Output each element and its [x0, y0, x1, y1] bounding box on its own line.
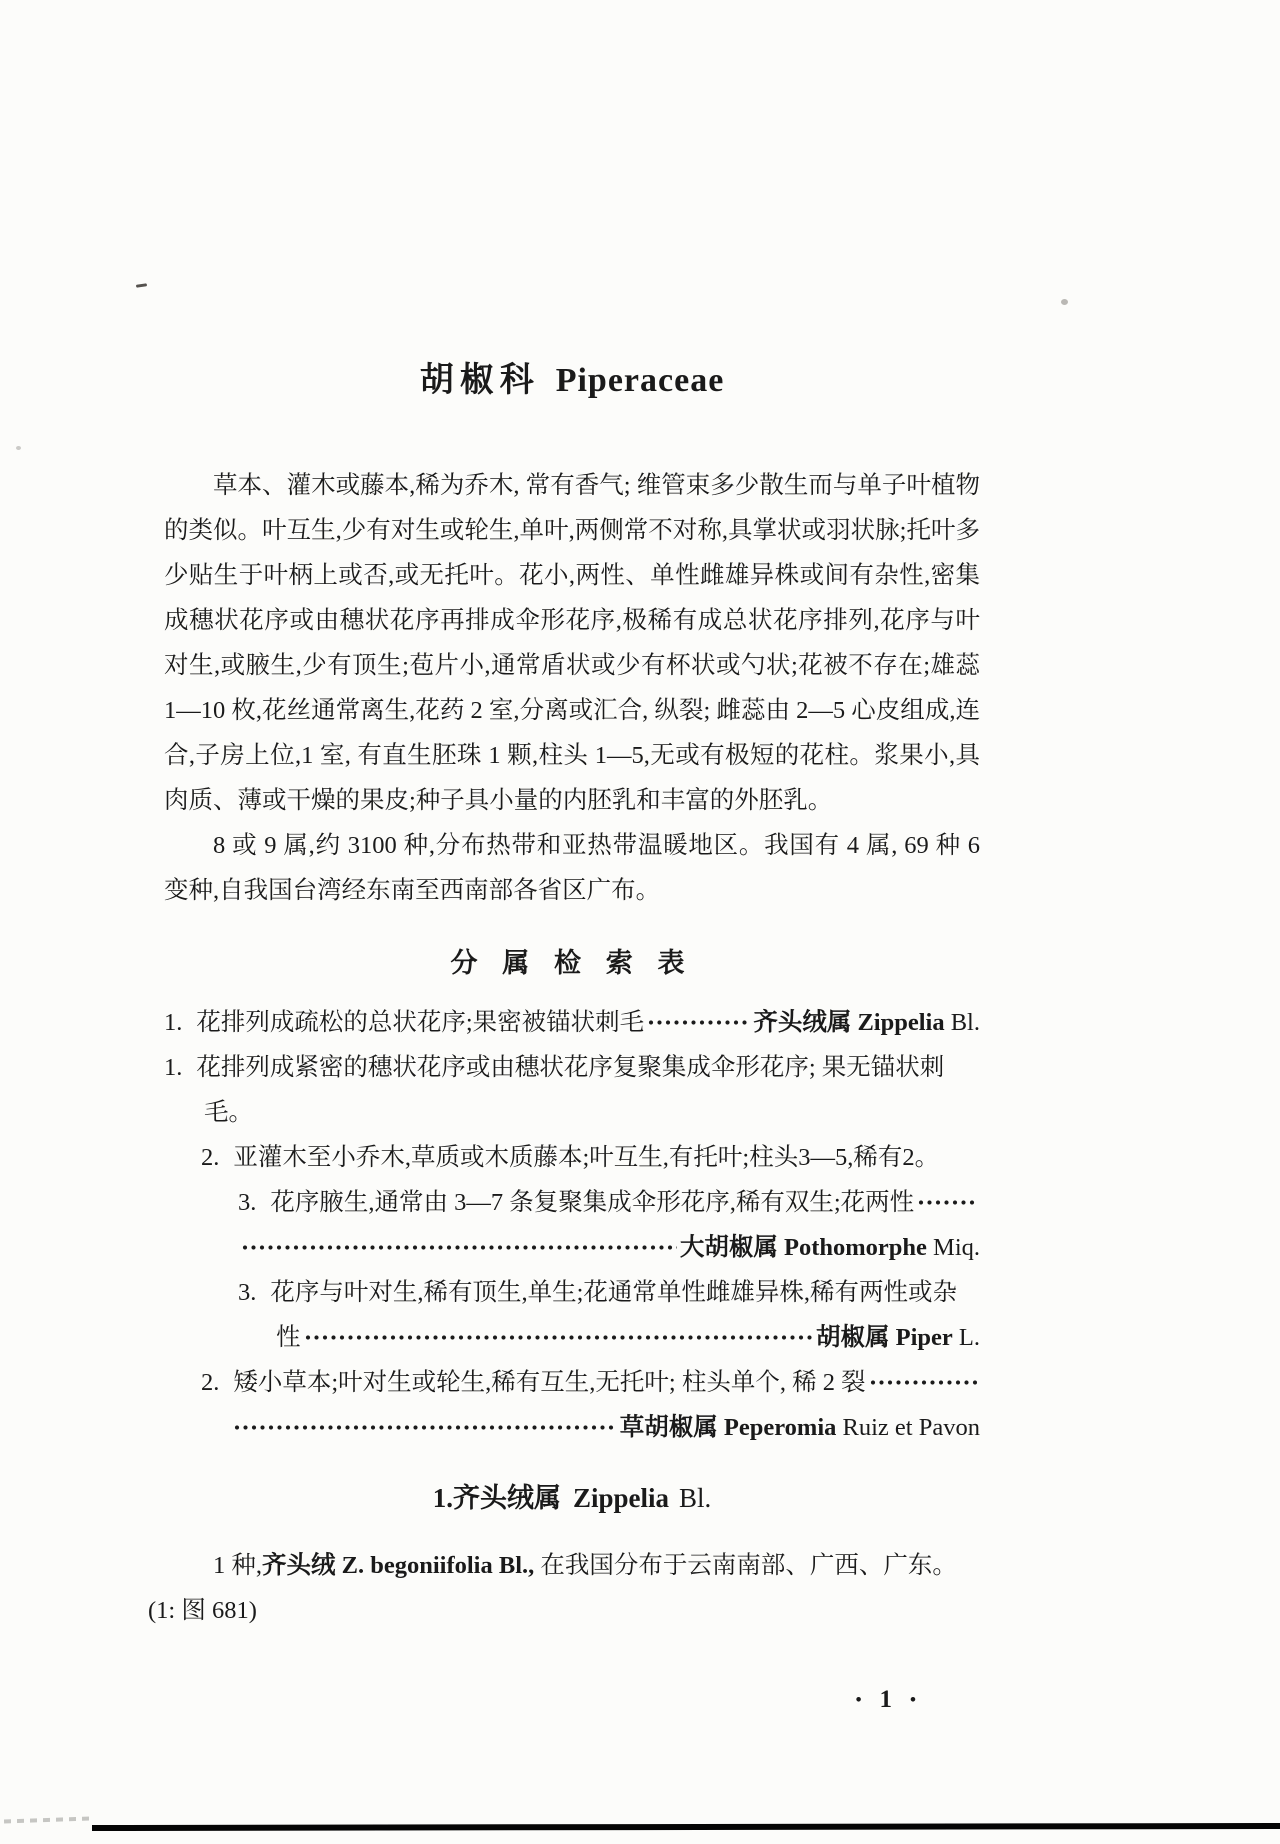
figure-reference: (1: 图 681): [148, 1597, 257, 1624]
genus-section-heading: [164, 1476, 980, 1515]
key-entry-text: 亚灌木至小乔木,草质或木质藤本;叶互生,有托叶;柱头3—5,稀有2。: [233, 1144, 940, 1171]
text-block: [148, 352, 980, 1633]
family-description-paragraph: 草本、灌木或藤本,稀为乔木, 常有香气; 维管束多少散生而与单子叶植物的类似。叶互生,少有对生或轮生,单叶,两侧常不对称,具掌状或羽状脉;托叶多少贴生于叶柄上或否,或无托叶。花小,两性、单性雌雄异株或间有杂性,密集成穗状花序或由穗状花序再排成伞形花序,极稀有成总状花序排列,花序与叶对生,或腋生,少有顶生;苞片小,通常盾状或少有杯状或勺状;花被不存在;雄蕊 1—10 枚,花丝通常离生,花药 2 室,分离或汇合, 纵裂; 雌蕊由 2—5 心皮组成,连合,子房上位,1 室, 有直生胚珠 1 颗,柱头 1—5,无或有极短的花柱。浆果小,具肉质、薄或干燥的果皮;种子具小量的内胚乳和丰富的外胚乳。: [164, 472, 980, 814]
key-entry-number: 2.: [201, 1144, 220, 1171]
key-entry-continuation: [164, 1315, 980, 1360]
genus-heading-chinese: 1.齐头绒属: [432, 1483, 561, 1513]
dot-leader: [917, 1180, 977, 1225]
family-name-latin: Piperaceae: [555, 362, 725, 399]
page-title: [164, 352, 980, 401]
dot-leader: [233, 1405, 617, 1450]
key-entry-number: 1.: [164, 1009, 183, 1036]
genus-name-chinese: 齐头绒属: [753, 1009, 858, 1036]
key-entry: [164, 1000, 980, 1045]
genus-name-latin: Peperomia: [723, 1414, 837, 1441]
dot-leader: [869, 1360, 977, 1405]
key-entry-number: 3.: [238, 1279, 257, 1306]
genus-name-chinese: 胡椒属: [816, 1324, 896, 1351]
genus-key-heading: 分 属 检 索 表: [450, 948, 694, 978]
species-name-latin: Z. begoniifolia Bl.,: [341, 1552, 535, 1579]
genus-author: L.: [952, 1324, 980, 1351]
key-entry: [164, 1045, 980, 1090]
key-entry-number: 2.: [201, 1369, 220, 1396]
key-entry-text: 毛。: [204, 1099, 253, 1126]
genus-name-chinese: 大胡椒属: [679, 1234, 784, 1261]
genus-key: [164, 1000, 980, 1450]
scan-artifact-speck: [16, 446, 21, 450]
genus-name-latin: Zippelia: [857, 1009, 945, 1036]
page-number-bullet: •: [910, 1690, 916, 1709]
page-number-bullet: •: [855, 1690, 862, 1709]
key-entry-text: 花序与叶对生,稀有顶生,单生;花通常单性雌雄异株,稀有两性或杂: [270, 1279, 958, 1306]
scan-artifact-faint-line: [4, 1817, 90, 1824]
key-entry-text: 花序腋生,通常由 3—7 条复聚集成伞形花序,稀有双生;花两性: [270, 1189, 915, 1216]
dot-leader: [241, 1225, 677, 1270]
scan-artifact-edge-line: [92, 1823, 1280, 1831]
scan-artifact-dash: [136, 283, 147, 288]
key-entry: [164, 1180, 980, 1225]
key-entry-text: 矮小草本;叶对生或轮生,稀有互生,无托叶; 柱头单个, 稀 2 裂: [233, 1369, 866, 1396]
family-name-chinese: 胡椒科: [419, 362, 540, 399]
key-entry-text: 花排列成疏松的总状花序;果密被锚状刺毛: [196, 1009, 645, 1036]
key-entry-text: 性: [276, 1324, 301, 1351]
genus-name-latin: Pothomorphe: [783, 1234, 927, 1261]
key-entry-number: 1.: [164, 1054, 183, 1081]
genus-author: Ruiz et Pavon: [836, 1414, 980, 1441]
genus-author: Bl.: [944, 1009, 980, 1036]
scan-artifact-speck: [1061, 299, 1068, 305]
species-name-chinese: 齐头绒: [262, 1552, 342, 1579]
key-entry-text: 花排列成紧密的穗状花序或由穗状花序复聚集成伞形花序; 果无锚状刺: [196, 1054, 945, 1081]
genus-name-latin: Piper: [895, 1324, 953, 1351]
page-number: [856, 1686, 916, 1714]
key-entry-number: 3.: [238, 1189, 257, 1216]
key-entry-continuation: [164, 1225, 980, 1270]
key-entry: [164, 1360, 980, 1405]
genus-heading-author: Bl.: [679, 1483, 712, 1513]
species-distribution: 在我国分布于云南南部、广西、广东。: [534, 1552, 957, 1579]
distribution-paragraph: 8 或 9 属,约 3100 种,分布热带和亚热带温暖地区。我国有 4 属, 69 种 6 变种,自我国台湾经东南至西南部各省区广布。: [164, 832, 980, 904]
genus-author: Miq.: [926, 1234, 980, 1261]
key-entry: [164, 1135, 980, 1180]
species-count: 1 种,: [213, 1552, 262, 1579]
page-number-value: 1: [879, 1686, 893, 1713]
dot-leader: [304, 1315, 814, 1360]
key-entry-continuation: [164, 1090, 980, 1135]
key-entry-continuation: [164, 1405, 980, 1450]
key-entry: [164, 1270, 980, 1315]
genus-description-paragraph: [148, 1543, 980, 1633]
genus-heading-latin: Zippelia: [572, 1483, 669, 1513]
genus-name-chinese: 草胡椒属: [619, 1414, 724, 1441]
dot-leader: [647, 1000, 750, 1045]
